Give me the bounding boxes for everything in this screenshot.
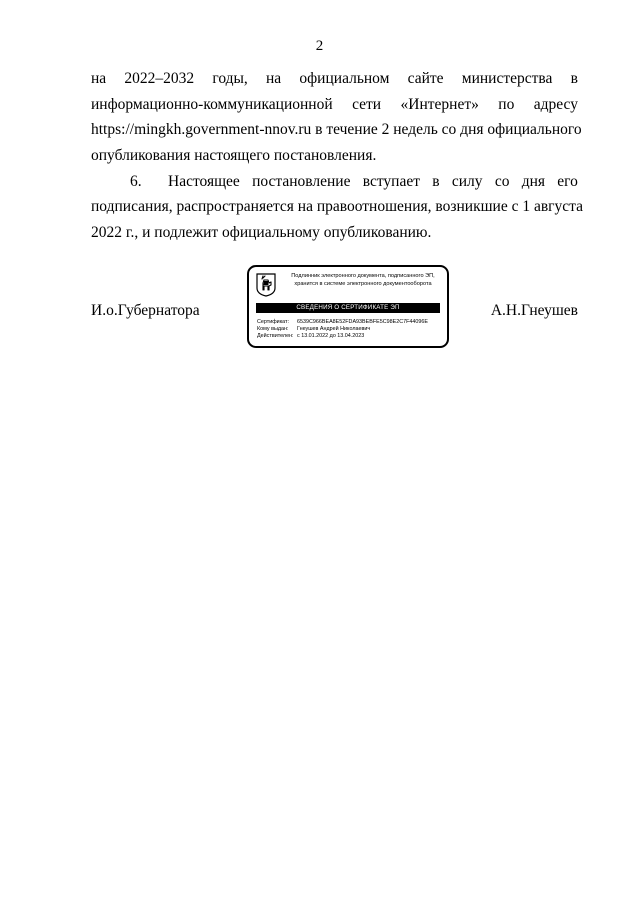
document-body bbox=[91, 66, 583, 246]
certificate-value: 6539C966BEA8E52FDA93BEBFE5C98E2C7F44096E bbox=[297, 319, 428, 325]
stamp-header-line-1: Подлинник электронного документа, подписанного ЭП, bbox=[291, 273, 435, 279]
word: дня bbox=[521, 172, 546, 190]
word: адресу bbox=[533, 95, 578, 113]
page-number: 2 bbox=[315, 38, 324, 54]
stamp-header-line-2: хранится в системе электронного документооборота bbox=[294, 280, 432, 287]
word: вступает bbox=[362, 172, 421, 190]
word: со bbox=[494, 172, 510, 190]
item-number: 6. bbox=[130, 172, 142, 190]
body-line-4: опубликования настоящего постановления. bbox=[91, 147, 377, 165]
body-line-7: 2022 г., и подлежит официальному опубликованию. bbox=[91, 224, 432, 242]
stamp-row-validity bbox=[257, 333, 443, 340]
word: 2022–2032 bbox=[124, 70, 195, 87]
word: его bbox=[557, 172, 578, 190]
body-line-6: подписания, распространяется на правоотношения, возникшие с 1 августа bbox=[91, 198, 583, 216]
word: сайте bbox=[407, 70, 444, 87]
word: «Интернет» bbox=[400, 95, 479, 113]
signatory-name: А.Н.Гнеушев bbox=[490, 302, 578, 319]
word: постановление bbox=[252, 172, 351, 190]
word: официальном bbox=[299, 70, 390, 87]
body-line-1 bbox=[91, 66, 578, 92]
issued-to-label: Кому выдан: bbox=[257, 326, 289, 333]
stamp-details bbox=[257, 319, 443, 341]
word: на bbox=[266, 70, 282, 87]
word: по bbox=[498, 95, 515, 113]
body-line-5-text bbox=[168, 169, 578, 195]
body-line-3: https://mingkh.government-nnov.ru в течение 2 недель со дня официального bbox=[91, 121, 582, 139]
word: в bbox=[432, 172, 440, 190]
issued-to-value: Гнеушев Андрей Николаевич bbox=[297, 326, 371, 333]
stamp-header bbox=[279, 273, 447, 288]
electronic-signature-stamp bbox=[247, 265, 449, 348]
nizhny-novgorod-deer-emblem-icon bbox=[256, 273, 276, 297]
word: информационно-коммуникационной bbox=[91, 95, 333, 113]
word: министерства bbox=[461, 70, 553, 87]
body-line-2 bbox=[91, 92, 578, 118]
body-line-5 bbox=[91, 169, 578, 195]
word: годы, bbox=[212, 70, 248, 87]
word: на bbox=[91, 70, 107, 87]
word: Настоящее bbox=[168, 172, 240, 190]
stamp-title-bar: СВЕДЕНИЯ О СЕРТИФИКАТЕ ЭП bbox=[256, 303, 440, 313]
certificate-label: Сертификат: bbox=[257, 319, 290, 325]
word: в bbox=[570, 70, 578, 87]
validity-value: с 13.01.2022 до 13.04.2023 bbox=[297, 333, 365, 340]
word: сети bbox=[352, 95, 382, 113]
word: силу bbox=[451, 172, 483, 190]
signatory-position: И.о.Губернатора bbox=[91, 302, 200, 319]
validity-label: Действителен: bbox=[257, 333, 294, 340]
